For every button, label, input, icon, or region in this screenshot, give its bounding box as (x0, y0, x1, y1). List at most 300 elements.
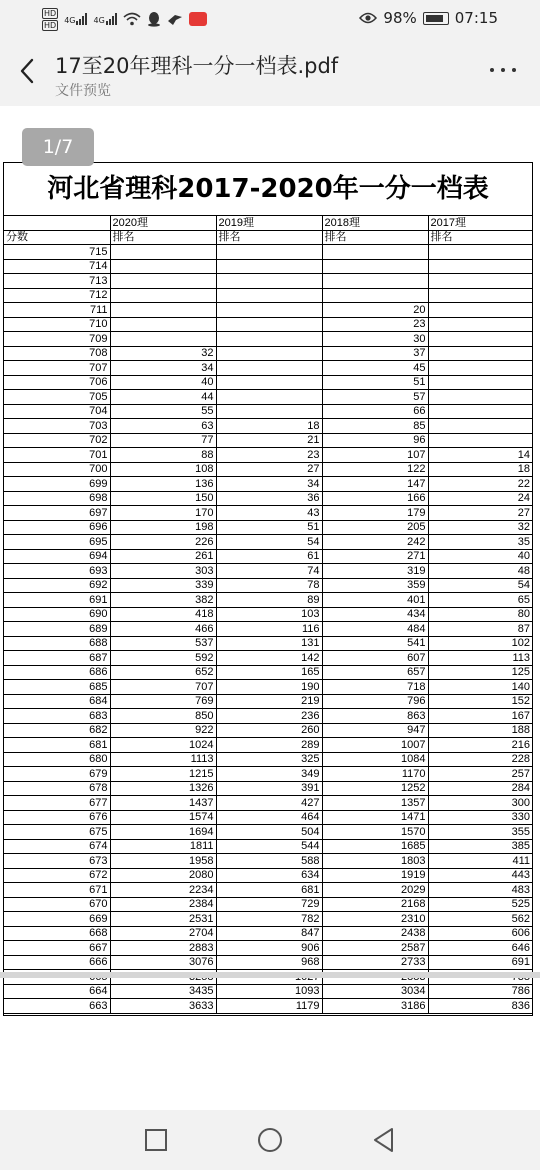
rank-cell (216, 346, 322, 361)
rank-cell: 20 (322, 303, 428, 318)
rank-cell: 3633 (110, 999, 216, 1014)
rank-cell (428, 375, 532, 390)
rank-cell: 48 (428, 564, 532, 579)
table-row (4, 506, 532, 521)
rank-cell (216, 245, 322, 260)
rank-cell: 2438 (322, 926, 428, 941)
rank-cell: 55 (110, 404, 216, 419)
rank-cell: 1113 (110, 752, 216, 767)
score-cell: 710 (4, 317, 110, 332)
rank-cell: 77 (110, 433, 216, 448)
rank-cell (428, 288, 532, 303)
rank-cell: 1919 (322, 868, 428, 883)
table-row (4, 593, 532, 608)
rank-cell: 21 (216, 433, 322, 448)
score-cell: 685 (4, 680, 110, 695)
rank-cell: 349 (216, 767, 322, 782)
rank-cell: 152 (428, 694, 532, 709)
rank-cell: 1574 (110, 810, 216, 825)
score-cell: 669 (4, 912, 110, 927)
score-cell: 667 (4, 941, 110, 956)
rank-cell: 51 (216, 520, 322, 535)
rank-cell: 427 (216, 796, 322, 811)
rank-cell: 61 (216, 549, 322, 564)
rank-cell: 136 (110, 477, 216, 492)
back-arrow-icon[interactable] (14, 56, 42, 86)
rank-cell: 32 (110, 346, 216, 361)
rank-cell: 54 (428, 578, 532, 593)
rank-cell (322, 259, 428, 274)
table-row (4, 578, 532, 593)
rank-cell: 142 (216, 651, 322, 666)
table-row (4, 839, 532, 854)
eye-icon (359, 12, 377, 24)
table-header-cell: 分数 (4, 230, 110, 245)
rank-cell: 782 (216, 912, 322, 927)
score-cell: 663 (4, 999, 110, 1014)
table-header-cell: 2017理 (428, 216, 532, 230)
rank-cell: 1007 (322, 738, 428, 753)
score-cell: 672 (4, 868, 110, 883)
rank-cell (322, 245, 428, 260)
navigation-bar (0, 1110, 540, 1170)
table-row (4, 999, 532, 1014)
score-cell: 676 (4, 810, 110, 825)
rank-cell: 850 (110, 709, 216, 724)
table-row (4, 665, 532, 680)
table-row (4, 317, 532, 332)
table-row (4, 477, 532, 492)
score-cell: 714 (4, 259, 110, 274)
rank-cell: 108 (110, 462, 216, 477)
score-cell: 703 (4, 419, 110, 434)
rank-cell: 796 (322, 694, 428, 709)
more-options-icon[interactable] (488, 66, 518, 76)
score-cell: 695 (4, 535, 110, 550)
rank-cell: 922 (110, 723, 216, 738)
table-row (4, 897, 532, 912)
rank-cell (428, 361, 532, 376)
rank-cell: 14 (428, 448, 532, 463)
table-row (4, 607, 532, 622)
rank-cell: 1471 (322, 810, 428, 825)
rank-cell: 2234 (110, 883, 216, 898)
rank-cell: 140 (428, 680, 532, 695)
score-cell: 673 (4, 854, 110, 869)
rank-cell: 968 (216, 955, 322, 970)
rank-cell: 54 (216, 535, 322, 550)
app-notification-icon (189, 12, 207, 26)
rank-cell: 2168 (322, 897, 428, 912)
rank-cell: 2704 (110, 926, 216, 941)
score-cell: 670 (4, 897, 110, 912)
table-row (4, 680, 532, 695)
rank-cell (110, 259, 216, 274)
rank-cell: 63 (110, 419, 216, 434)
rank-cell: 23 (322, 317, 428, 332)
rank-cell: 226 (110, 535, 216, 550)
table-row (4, 723, 532, 738)
table-row (4, 810, 532, 825)
rank-cell: 284 (428, 781, 532, 796)
rank-cell: 40 (110, 375, 216, 390)
score-cell: 711 (4, 303, 110, 318)
rank-cell: 836 (428, 999, 532, 1014)
table-row (4, 491, 532, 506)
rank-cell: 43 (216, 506, 322, 521)
rank-cell: 691 (428, 955, 532, 970)
rank-cell: 411 (428, 854, 532, 869)
score-cell: 682 (4, 723, 110, 738)
score-cell: 680 (4, 752, 110, 767)
rank-cell: 165 (216, 665, 322, 680)
score-cell: 675 (4, 825, 110, 840)
rank-cell: 2587 (322, 941, 428, 956)
rank-cell: 434 (322, 607, 428, 622)
table-row (4, 738, 532, 753)
score-cell: 707 (4, 361, 110, 376)
rank-cell: 707 (110, 680, 216, 695)
app-bar (0, 38, 540, 106)
rank-cell (428, 317, 532, 332)
rank-cell: 786 (428, 984, 532, 999)
pdf-title: 河北省理科2017-2020年一分一档表 (4, 163, 532, 216)
rank-cell: 646 (428, 941, 532, 956)
battery-percent: 98% (383, 9, 417, 27)
rank-cell: 1170 (322, 767, 428, 782)
rank-cell: 87 (428, 622, 532, 637)
rank-cell (216, 317, 322, 332)
rank-cell (428, 390, 532, 405)
rank-cell: 319 (322, 564, 428, 579)
score-cell: 706 (4, 375, 110, 390)
rank-cell: 537 (110, 636, 216, 651)
rank-cell: 24 (428, 491, 532, 506)
rank-cell (110, 274, 216, 289)
table-row (4, 303, 532, 318)
rank-cell (428, 346, 532, 361)
rank-cell: 44 (110, 390, 216, 405)
table-row (4, 796, 532, 811)
score-cell: 668 (4, 926, 110, 941)
rank-cell: 2384 (110, 897, 216, 912)
rank-cell: 718 (322, 680, 428, 695)
rank-cell: 2531 (110, 912, 216, 927)
rank-cell: 607 (322, 651, 428, 666)
rank-cell: 198 (110, 520, 216, 535)
table-row (4, 346, 532, 361)
rank-cell (216, 303, 322, 318)
document-subtitle: 文件预览 (55, 83, 111, 99)
rank-cell: 36 (216, 491, 322, 506)
rank-cell: 1357 (322, 796, 428, 811)
table-row (4, 622, 532, 637)
status-icons-left (42, 6, 207, 32)
rank-cell: 1694 (110, 825, 216, 840)
rank-cell: 219 (216, 694, 322, 709)
rank-cell (428, 245, 532, 260)
rank-cell: 179 (322, 506, 428, 521)
rank-cell: 228 (428, 752, 532, 767)
score-cell: 701 (4, 448, 110, 463)
table-row (4, 361, 532, 376)
rank-cell (322, 288, 428, 303)
rank-cell: 80 (428, 607, 532, 622)
table-header-cell: 2020理 (110, 216, 216, 230)
rank-cell (110, 245, 216, 260)
table-header-cell: 排名 (110, 230, 216, 245)
table-row (4, 912, 532, 927)
rank-cell: 1811 (110, 839, 216, 854)
rank-cell: 45 (322, 361, 428, 376)
rank-cell: 3034 (322, 984, 428, 999)
rank-cell: 22 (428, 477, 532, 492)
score-cell: 683 (4, 709, 110, 724)
hd-icons (42, 8, 58, 31)
score-cell: 690 (4, 607, 110, 622)
pdf-viewer[interactable] (0, 106, 540, 1110)
rank-cell (216, 274, 322, 289)
rank-cell: 116 (216, 622, 322, 637)
rank-cell: 1084 (322, 752, 428, 767)
score-cell: 679 (4, 767, 110, 782)
rank-cell: 74 (216, 564, 322, 579)
rank-cell: 51 (322, 375, 428, 390)
rank-cell: 66 (322, 404, 428, 419)
rank-cell: 96 (322, 433, 428, 448)
signal-icon (64, 13, 87, 25)
score-cell: 698 (4, 491, 110, 506)
rank-cell: 85 (322, 419, 428, 434)
rank-cell: 27 (428, 506, 532, 521)
rank-cell: 289 (216, 738, 322, 753)
clock: 07:15 (454, 9, 498, 27)
rank-cell: 592 (110, 651, 216, 666)
rank-cell: 3435 (110, 984, 216, 999)
score-cell: 715 (4, 245, 110, 260)
rank-cell: 3076 (110, 955, 216, 970)
table-header-cell: 2018理 (322, 216, 428, 230)
table-row (4, 274, 532, 289)
score-cell: 688 (4, 636, 110, 651)
rank-cell: 236 (216, 709, 322, 724)
rank-cell: 271 (322, 549, 428, 564)
rank-cell: 681 (216, 883, 322, 898)
rank-cell (216, 259, 322, 274)
wifi-icon (123, 12, 141, 26)
rank-cell: 18 (216, 419, 322, 434)
rank-cell: 729 (216, 897, 322, 912)
rank-cell: 1685 (322, 839, 428, 854)
rank-cell: 2733 (322, 955, 428, 970)
score-cell: 692 (4, 578, 110, 593)
rank-cell (428, 404, 532, 419)
signal-icon (93, 13, 116, 25)
table-row (4, 404, 532, 419)
table-row (4, 868, 532, 883)
rank-cell: 103 (216, 607, 322, 622)
rank-cell: 257 (428, 767, 532, 782)
page-divider (0, 972, 540, 978)
table-row (4, 883, 532, 898)
pdf-page (3, 162, 533, 1016)
rank-cell (216, 404, 322, 419)
table-row (4, 926, 532, 941)
rank-cell: 131 (216, 636, 322, 651)
table-header-cell (4, 216, 110, 230)
rank-cell: 107 (322, 448, 428, 463)
rank-cell (216, 288, 322, 303)
rank-cell (216, 361, 322, 376)
status-icons-right (359, 9, 498, 27)
rank-cell: 78 (216, 578, 322, 593)
table-row (4, 390, 532, 405)
rank-cell: 300 (428, 796, 532, 811)
rank-cell: 88 (110, 448, 216, 463)
network-type-label: 4G (64, 16, 76, 25)
score-cell: 705 (4, 390, 110, 405)
rank-cell: 652 (110, 665, 216, 680)
table-row (4, 375, 532, 390)
rank-cell: 303 (110, 564, 216, 579)
table-row (4, 694, 532, 709)
table-row (4, 984, 532, 999)
table-row (4, 462, 532, 477)
rank-cell (110, 303, 216, 318)
rank-cell (428, 433, 532, 448)
rank-cell (216, 390, 322, 405)
score-cell: 678 (4, 781, 110, 796)
rank-cell: 40 (428, 549, 532, 564)
table-row (4, 520, 532, 535)
rank-cell: 23 (216, 448, 322, 463)
rank-cell: 544 (216, 839, 322, 854)
recent-apps-icon[interactable] (142, 1126, 170, 1154)
table-row (4, 636, 532, 651)
score-cell: 700 (4, 462, 110, 477)
rank-cell (110, 288, 216, 303)
table-row (4, 941, 532, 956)
rank-cell: 657 (322, 665, 428, 680)
table-row (4, 549, 532, 564)
score-cell: 677 (4, 796, 110, 811)
rank-cell: 2310 (322, 912, 428, 927)
rank-cell: 391 (216, 781, 322, 796)
rank-cell: 504 (216, 825, 322, 840)
table-row (4, 448, 532, 463)
rank-cell: 37 (322, 346, 428, 361)
score-cell: 664 (4, 984, 110, 999)
rank-cell (428, 259, 532, 274)
rank-cell: 483 (428, 883, 532, 898)
rank-cell: 170 (110, 506, 216, 521)
table-header-cell: 2019理 (216, 216, 322, 230)
table-row (4, 825, 532, 840)
rank-cell: 2029 (322, 883, 428, 898)
rank-cell: 769 (110, 694, 216, 709)
score-cell: 696 (4, 520, 110, 535)
rank-cell: 205 (322, 520, 428, 535)
rank-cell: 34 (110, 361, 216, 376)
rank-cell (428, 419, 532, 434)
rank-cell: 588 (216, 854, 322, 869)
rank-cell: 190 (216, 680, 322, 695)
rank-cell: 906 (216, 941, 322, 956)
table-row (4, 332, 532, 347)
rank-cell: 102 (428, 636, 532, 651)
score-cell: 666 (4, 955, 110, 970)
rank-cell: 35 (428, 535, 532, 550)
score-cell: 694 (4, 549, 110, 564)
rank-cell: 30 (322, 332, 428, 347)
rank-cell: 2080 (110, 868, 216, 883)
rank-cell: 847 (216, 926, 322, 941)
table-row (4, 288, 532, 303)
score-cell: 704 (4, 404, 110, 419)
table-header-cell: 排名 (322, 230, 428, 245)
back-nav-icon[interactable] (370, 1126, 398, 1154)
rank-cell (428, 274, 532, 289)
rank-cell: 1437 (110, 796, 216, 811)
rank-cell: 32 (428, 520, 532, 535)
rank-cell: 863 (322, 709, 428, 724)
score-cell: 697 (4, 506, 110, 521)
rank-cell: 1252 (322, 781, 428, 796)
hd-icon: HD (44, 20, 57, 30)
rank-cell: 1179 (216, 999, 322, 1014)
rank-cell: 484 (322, 622, 428, 637)
rank-cell: 382 (110, 593, 216, 608)
status-bar (0, 0, 540, 38)
rank-cell: 1024 (110, 738, 216, 753)
home-icon[interactable] (256, 1126, 284, 1154)
table-row (4, 709, 532, 724)
table-row (4, 781, 532, 796)
rank-cell: 122 (322, 462, 428, 477)
table-row (4, 955, 532, 970)
rank-cell: 34 (216, 477, 322, 492)
rank-cell: 606 (428, 926, 532, 941)
rank-cell: 1958 (110, 854, 216, 869)
rank-cell: 1093 (216, 984, 322, 999)
score-cell: 693 (4, 564, 110, 579)
bird-icon (167, 12, 183, 26)
score-cell: 681 (4, 738, 110, 753)
rank-cell: 359 (322, 578, 428, 593)
rank-cell: 188 (428, 723, 532, 738)
table-header-row (4, 216, 532, 230)
rank-cell: 443 (428, 868, 532, 883)
rank-cell: 260 (216, 723, 322, 738)
table-header-cell: 排名 (428, 230, 532, 245)
rank-cell: 339 (110, 578, 216, 593)
rank-cell: 18 (428, 462, 532, 477)
rank-cell: 27 (216, 462, 322, 477)
rank-cell: 166 (322, 491, 428, 506)
rank-cell: 525 (428, 897, 532, 912)
rank-cell: 634 (216, 868, 322, 883)
rank-table (4, 216, 532, 1014)
rank-cell (322, 274, 428, 289)
rank-cell: 464 (216, 810, 322, 825)
rank-cell (110, 317, 216, 332)
battery-icon (423, 12, 449, 25)
rank-cell: 1326 (110, 781, 216, 796)
document-title: 17至20年理科一分一档表.pdf (55, 54, 339, 78)
table-row (4, 651, 532, 666)
table-row (4, 245, 532, 260)
score-cell: 674 (4, 839, 110, 854)
